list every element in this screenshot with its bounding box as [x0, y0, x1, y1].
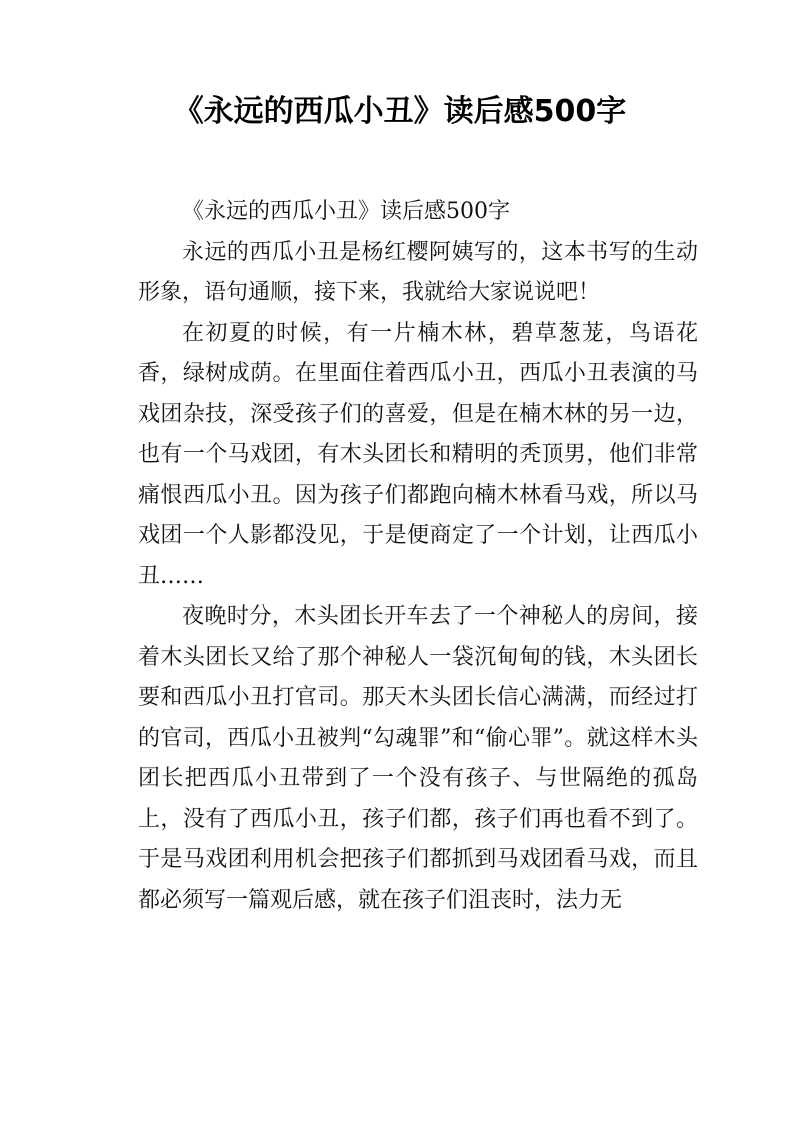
paragraph-summer-forest: 在初夏的时候，有一片楠木林，碧草葱茏，鸟语花香，绿树成荫。在里面住着西瓜小丑，西瓜小丑表演的马戏团杂技，深受孩子们的喜爱，但是在楠木林的另一边，也有一个马戏团，有木头团长和精明的秃顶男，他们非常痛恨西瓜小丑。因为孩子们都跑向楠木林看马戏，所以马戏团一个人影都没见，于是便商定了一个计划，让西瓜小丑…… — [138, 320, 698, 589]
document-title: 《永远的西瓜小丑》读后感500字 — [173, 94, 627, 129]
paragraph-night: 夜晚时分，木头团长开车去了一个神秘人的房间，接着木头团长又给了那个神秘人一袋沉甸甸的钱，木头团长要和西瓜小丑打官司。那天木头团长信心满满，而经过打的官司，西瓜小丑被判“勾魂罪”和“偷心罪”。就这样木头团长把西瓜小丑带到了一个没有孩子、与世隔绝的孤岛上，没有了西瓜小丑，孩子们都，孩子们再也看不到了。于是马戏团利用机会把孩子们都抓到马戏团看马戏，而且都必须写一篇观后感，就在孩子们沮丧时，法力无 — [138, 604, 698, 913]
document-body — [138, 192, 698, 921]
paragraph-subtitle: 《永远的西瓜小丑》读后感500字 — [182, 199, 510, 224]
paragraph-intro: 永远的西瓜小丑是杨红樱阿姨写的，这本书写的生动形象，语句通顺，接下来，我就给大家说说吧！ — [138, 239, 698, 305]
